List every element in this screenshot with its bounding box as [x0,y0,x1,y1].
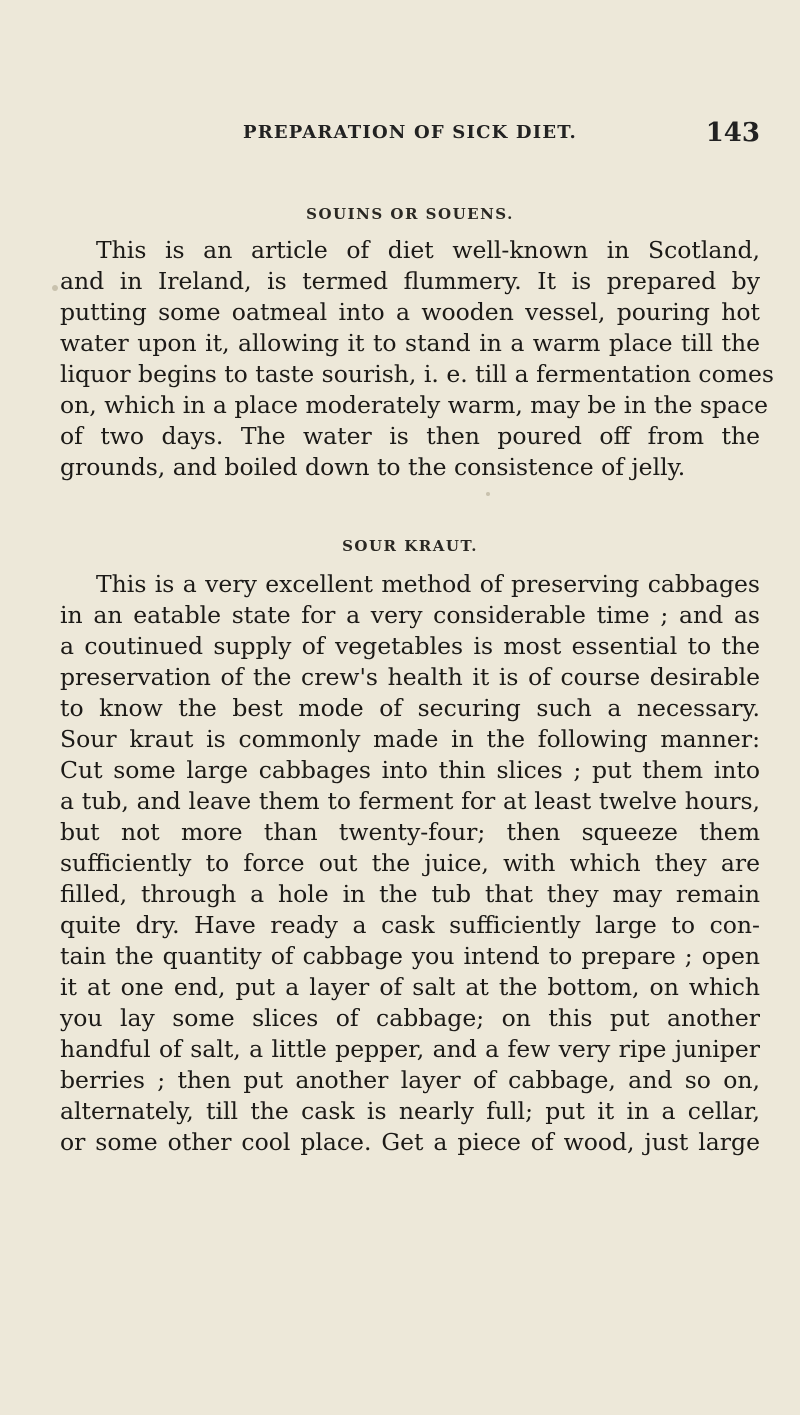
text-line: putting some oatmeal into a wooden vessel, pouring hot [60,298,760,326]
paper-speck [52,285,58,291]
text-line: it at one end, put a layer of salt at the bottom, on which [60,973,760,1001]
text-line: a tub, and leave them to ferment for at least twelve hours, [60,787,760,815]
paragraph-souins [60,235,774,483]
text-line: on, which in a place moderately warm, may be in the space [60,391,769,419]
text-line: tain the quantity of cabbage you intend to prepare ; open [60,942,760,970]
text-line: alternately, till the cask is nearly full; put it in a cellar, [60,1097,760,1125]
text-line: handful of salt, a little pepper, and a few very ripe juniper [60,1035,760,1063]
text-line: of two days. The water is then poured off from the [60,422,760,450]
running-title: PREPARATION OF SICK DIET. [242,122,578,143]
text-line: to know the best mode of securing such a necessary. [60,694,760,722]
text-line: but not more than twenty-four; then squeeze them [60,818,760,846]
text-line: This is an article of diet well-known in Scotland, [96,236,760,264]
text-line: or some other cool place. Get a piece of wood, just large [60,1128,760,1156]
text-line: grounds, and boiled down to the consistence of jelly. [60,453,686,481]
running-head [60,118,760,148]
section-heading-souins: SOUINS OR SOUENS. [306,205,514,223]
text-line: This is a very excellent method of preserving cabbages [96,570,760,598]
text-line: quite dry. Have ready a cask sufficiently large to con- [60,911,760,939]
text-line: a coutinued supply of vegetables is most essential to the [60,632,760,660]
text-line: Cut some large cabbages into thin slices ; put them into [60,756,760,784]
text-line: Sour kraut is commonly made in the following manner: [60,725,760,753]
text-line: and in Ireland, is termed flummery. It is prepared by [60,267,760,295]
text-line: liquor begins to taste sourish, i. e. till a fermentation comes [60,360,774,388]
text-line: sufficiently to force out the juice, with which they are [60,849,760,877]
paragraph-sour-kraut [60,569,760,1158]
text-line: filled, through a hole in the tub that they may remain [60,880,760,908]
paper-speck [486,492,490,496]
text-line: preservation of the crew's health it is of course desirable [60,663,760,691]
text-line: in an eatable state for a very considerable time ; and as [60,601,760,629]
page-number: 143 [705,118,760,148]
text-line: you lay some slices of cabbage; on this put another [60,1004,760,1032]
text-line: water upon it, allowing it to stand in a warm place till the [60,329,760,357]
section-heading-sour-kraut: SOUR KRAUT. [342,537,478,555]
text-line: berries ; then put another layer of cabbage, and so on, [60,1066,760,1094]
